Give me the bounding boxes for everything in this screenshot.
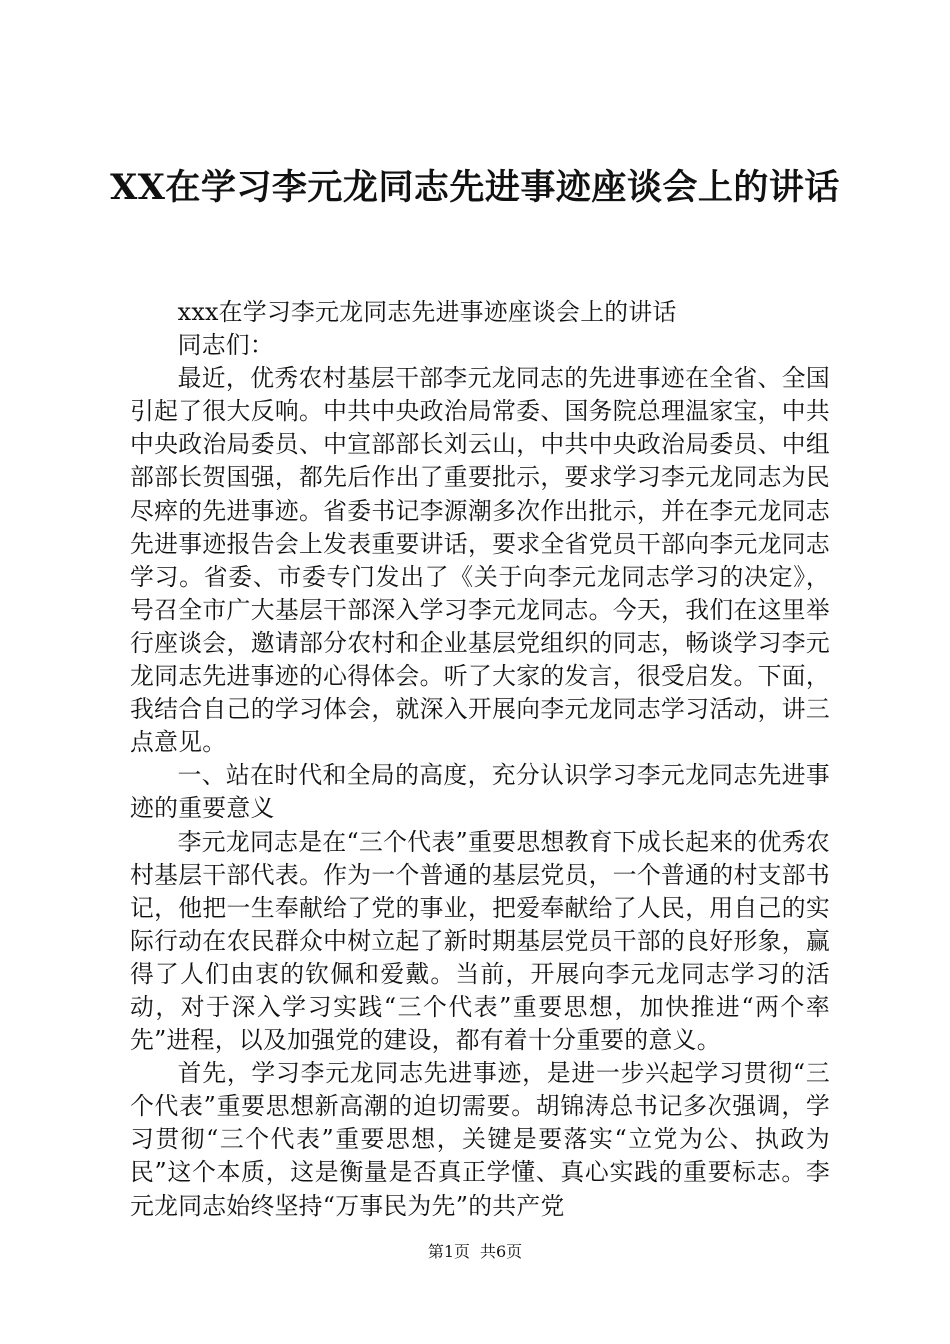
body-paragraph: 李元龙同志是在“三个代表”重要思想教育下成长起来的优秀农村基层干部代表。作为一个普通的基层党员，一个普通的村支部书记，他把一生奉献给了党的事业，把爱奉献给了人民，用自己的实际行动在农民群众中树立起了新时期基层党员干部的良好形象，赢得了人们由衷的钦佩和爱戴。当前，开展向李元龙同志学习的活动，对于深入学习实践“三个代表”重要思想，加快推进“两个率先”进程，以及加强党的建设，都有着十分重要的意义。 — [130, 827, 830, 1055]
body-paragraph: 首先，学习李元龙同志先进事迹，是进一步兴起学习贯彻“三个代表”重要思想新高潮的迫切需要。胡锦涛总书记多次强调，学习贯彻“三个代表”重要思想，关键是要落实“立党为公、执政为民”这个本质，这是衡量是否真正学懂、真心实践的重要标志。李元龙同志始终坚持“万事民为先”的共产党 — [130, 1059, 830, 1220]
page-total: 共6页 — [480, 1242, 523, 1261]
salutation: 同志们： — [177, 331, 274, 360]
body-paragraph: 最近，优秀农村基层干部李元龙同志的先进事迹在全省、全国引起了很大反响。中共中央政治局常委、国务院总理温家宝，中共中央政治局委员、中宣部部长刘云山，中共中央政治局委员、中组部部长贺国强，都先后作出了重要批示，要求学习李元龙同志为民尽瘁的先进事迹。省委书记李源潮多次作出批示，并在李元龙同志先进事迹报告会上发表重要讲话，要求全省党员干部向李元龙同志学习。省委、市委专门发出了《关于向李元龙同志学习的决定》，号召全市广大基层干部深入学习李元龙同志。今天，我们在这里举行座谈会，邀请部分农村和企业基层党组织的同志，畅谈学习李元龙同志先进事迹的心得体会。听了大家的发言，很受启发。下面，我结合自己的学习体会，就深入开展向李元龙同志学习活动，讲三点意见。 — [130, 364, 830, 757]
document-body — [130, 296, 830, 1223]
document-title: XX在学习李元龙同志先进事迹座谈会上的讲话 — [110, 167, 840, 208]
subtitle-line: xxx在学习李元龙同志先进事迹座谈会上的讲话 — [177, 298, 677, 326]
section-heading: 一、站在时代和全局的高度，充分认识学习李元龙同志先进事迹的重要意义 — [130, 761, 830, 823]
page-footer — [0, 1240, 950, 1264]
page-number: 第1页 — [427, 1242, 470, 1261]
